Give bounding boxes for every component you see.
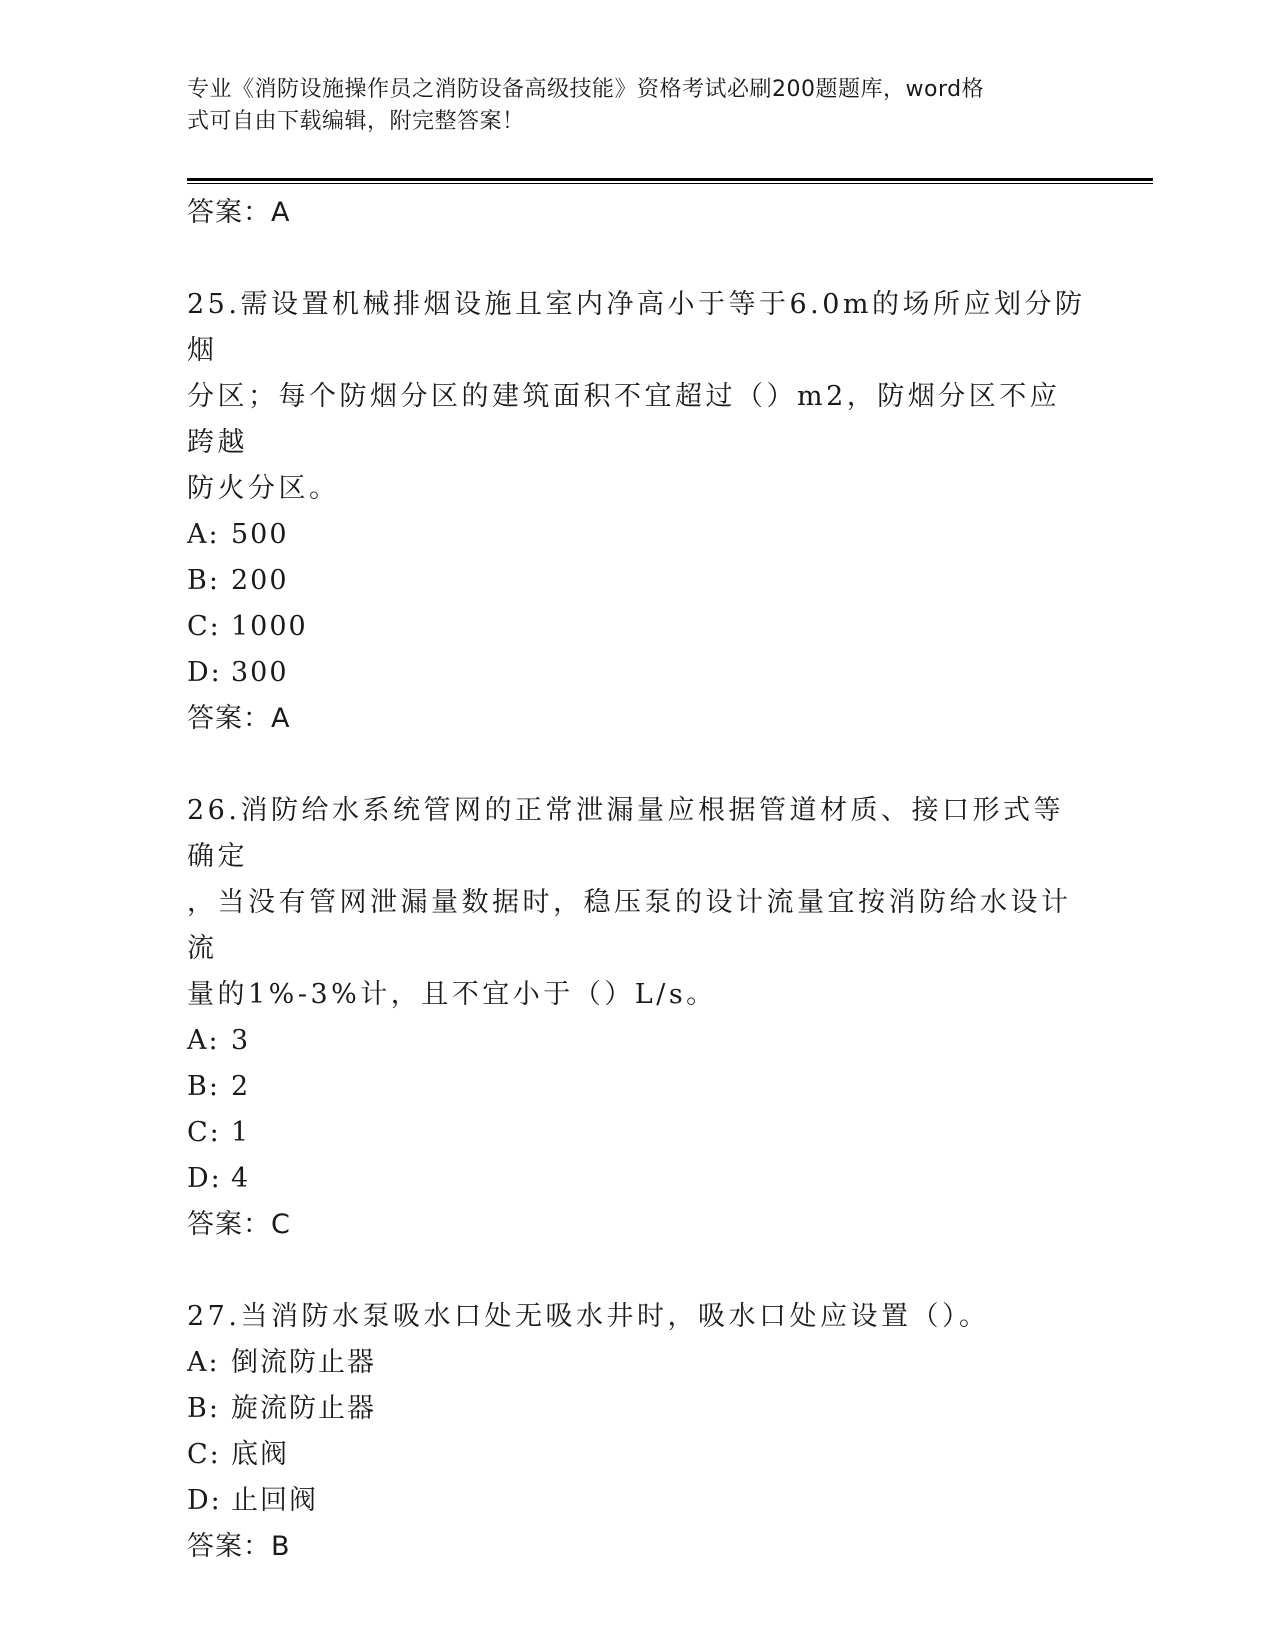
option-letter: C: [187,611,221,642]
option-text: 1000 [231,611,308,642]
option-text: 倒流防止器 [231,1347,376,1378]
page-header [187,74,1067,138]
option-letter: A: [187,1347,220,1378]
option-letter: C: [187,1439,221,1470]
stem-line: ，当没有管网泄漏量数据时，稳压泵的设计流量宜按消防给水设计流 [187,887,1072,964]
stem-line: 26.消防给水系统管网的正常泄漏量应根据管道材质、接口形式等确定 [187,795,1064,872]
option-b [187,1064,1087,1110]
question-stem [187,1294,1087,1340]
previous-answer: 答案：A [187,197,291,228]
option-text: 500 [231,519,289,550]
option-a [187,512,1087,558]
option-text: 1 [231,1117,251,1148]
option-letter: B: [187,1071,220,1102]
option-a [187,1018,1087,1064]
header-divider-thick [187,178,1153,181]
header-line-2: 式可自由下载编辑，附完整答案！ [187,109,525,134]
stem-line: 25.需设置机械排烟设施且室内净高小于等于6.0m的场所应划分防烟 [187,289,1086,366]
question-26 [187,788,1087,1248]
option-letter: B: [187,1393,220,1424]
header-divider-thin [187,183,1153,184]
option-b [187,1386,1087,1432]
question-stem [187,788,1087,1018]
option-letter: A: [187,1025,220,1056]
stem-line: 防火分区。 [187,473,340,504]
option-d [187,650,1087,696]
option-text: 旋流防止器 [231,1393,376,1424]
option-text: 200 [231,565,289,596]
question-list [187,190,1087,1570]
stem-line: 分区；每个防烟分区的建筑面积不宜超过（）m2，防烟分区不应跨越 [187,381,1061,458]
option-letter: D: [187,657,222,688]
option-letter: B: [187,565,220,596]
option-text: 止回阀 [231,1485,318,1516]
option-d [187,1156,1087,1202]
header-line-1: 专业《消防设施操作员之消防设备高级技能》资格考试必刷200题题库，word格 [187,77,985,102]
stem-line: 量的1%-3%计，且不宜小于（）L/s。 [187,979,717,1010]
option-text: 4 [231,1163,251,1194]
option-c [187,1110,1087,1156]
option-letter: D: [187,1163,222,1194]
option-text: 300 [231,657,289,688]
option-text: 3 [231,1025,251,1056]
option-text: 2 [231,1071,251,1102]
answer-line: 答案：C [187,1209,291,1240]
answer-line: 答案：B [187,1531,291,1562]
option-letter: C: [187,1117,221,1148]
answer-line: 答案：A [187,703,291,734]
question-stem [187,282,1087,512]
option-a [187,1340,1087,1386]
stem-line: 27.当消防水泵吸水口处无吸水井时，吸水口处应设置（）。 [187,1301,990,1332]
question-27 [187,1294,1087,1570]
option-letter: A: [187,519,220,550]
option-text: 底阀 [231,1439,289,1470]
option-c [187,1432,1087,1478]
option-d [187,1478,1087,1524]
option-b [187,558,1087,604]
option-c [187,604,1087,650]
option-letter: D: [187,1485,222,1516]
question-25 [187,282,1087,742]
